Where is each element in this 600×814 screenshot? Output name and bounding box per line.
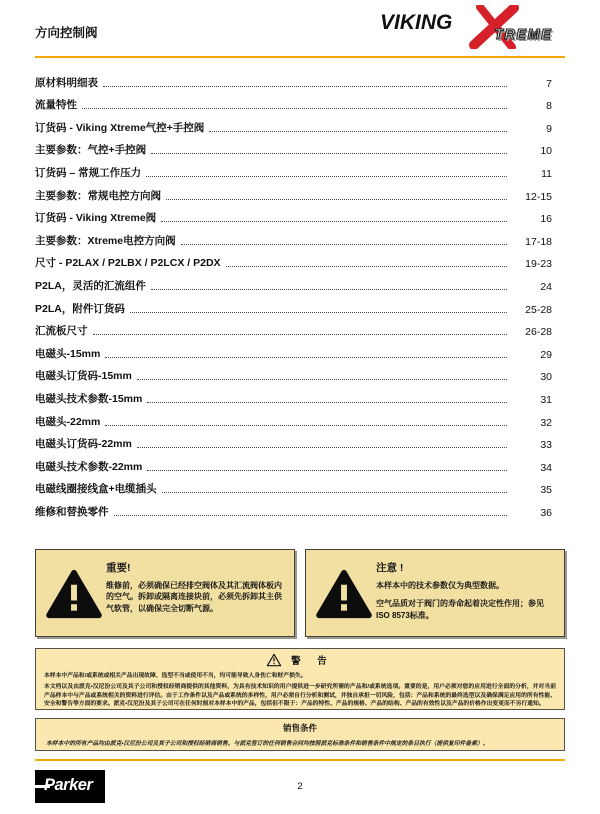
important-box-body: 维修前，必须确保已经排空阀体及其汇流阀体板内的空气。拆卸或隔离连接块前，必须先拆卸其主供气软管，以确保完全切断气源。 bbox=[106, 580, 282, 613]
toc-entry[interactable] bbox=[35, 183, 565, 206]
page-title: 方向控制阀 bbox=[35, 26, 98, 40]
toc-entry-label: 电磁线圈接线盒+电缆插头 bbox=[35, 483, 157, 496]
toc-entry-label: P2LA，灵活的汇流组件 bbox=[35, 279, 146, 292]
dotted-leader bbox=[105, 425, 507, 426]
toc-entry-label: 汇流板尺寸 bbox=[35, 325, 88, 338]
toc-entry-label: 电磁头-15mm bbox=[35, 347, 101, 360]
toc-entry-label: 尺寸 - P2LAX / P2LBX / P2LCX / P2DX bbox=[35, 257, 221, 270]
toc-entry[interactable] bbox=[35, 70, 565, 93]
important-box bbox=[35, 549, 295, 637]
toc-entry-page: 36 bbox=[540, 506, 552, 519]
toc-entry[interactable] bbox=[35, 296, 565, 319]
toc-entry-page: 9 bbox=[546, 122, 552, 135]
warning-box-title: 警 告 bbox=[291, 656, 334, 668]
warning-box-line1: 本样本中产品和/或系统或相关产品出现故障、选型不当或使用不当，均可能导致人身伤亡和财产损失。 bbox=[44, 672, 307, 679]
warning-box bbox=[35, 648, 565, 710]
toc-entry[interactable] bbox=[35, 319, 565, 342]
toc-entry-label: 原材料明细表 bbox=[35, 76, 98, 89]
toc-entry-page: 32 bbox=[540, 416, 552, 429]
dotted-leader bbox=[105, 357, 507, 358]
toc-entry-label: 电磁头技术参数-22mm bbox=[35, 460, 143, 473]
toc-entry-page: 35 bbox=[540, 484, 552, 497]
warning-box-paragraph: 本文档以及由派克•汉尼汾公司及其子公司和授权经销商提供的其他资料，为具有技术知识的用户提供进一步研究所需的产品和/或系统选项。重要的是，用户必须对您的应用进行全面的分析，并对当前产品样本中与产品或系统相关的资料进行评估。由于工作条件以及产品或系统的多样性，用户必须自行分析和测试，并独自承担一切风险，包括：产品和系统的最终选型以及确保满足应用的所有性能、安全和警告等方面的要求。派克•汉尼汾及其子公司可在任何时刻对本样本中的产品，包括但不限于：产品的特性、产品的规格、产品的结构、产品的有效性以及产品的价格作出变更而不另行通知。 bbox=[44, 683, 556, 708]
important-box-content bbox=[106, 558, 285, 630]
dotted-leader bbox=[181, 244, 507, 245]
warning-triangle-icon bbox=[312, 558, 376, 630]
dotted-leader bbox=[93, 334, 508, 335]
notice-box-title: 注意 ! bbox=[376, 561, 404, 574]
toc-entry-label: 流量特性 bbox=[35, 99, 77, 112]
toc-entry-page: 8 bbox=[546, 100, 552, 113]
dotted-leader bbox=[147, 470, 507, 471]
dotted-leader bbox=[151, 289, 507, 290]
page-footer bbox=[35, 768, 565, 810]
toc-entry-label: 订货码 - Viking Xtreme阀 bbox=[35, 212, 157, 225]
header-rule bbox=[35, 56, 565, 59]
toc-entry-page: 26-28 bbox=[525, 326, 552, 339]
logo-viking-text: VIKING bbox=[380, 11, 453, 34]
toc-entry[interactable] bbox=[35, 115, 565, 138]
toc-entry-label: 主要参数：气控+手控阀 bbox=[35, 144, 147, 157]
toc-entry[interactable] bbox=[35, 454, 565, 477]
logo-treme-text: TREME bbox=[494, 27, 553, 43]
toc-entry-page: 7 bbox=[546, 77, 552, 90]
important-box-title: 重要! bbox=[106, 561, 131, 574]
toc-entry[interactable] bbox=[35, 206, 565, 229]
toc-entry-label: 电磁头订货码-22mm bbox=[35, 438, 132, 451]
notice-box bbox=[305, 549, 565, 637]
page-header bbox=[0, 0, 600, 58]
dotted-leader bbox=[226, 266, 507, 267]
toc-entry-label: 电磁头技术参数-15mm bbox=[35, 392, 143, 405]
toc-entry[interactable] bbox=[35, 93, 565, 116]
viking-xtreme-logo bbox=[380, 5, 570, 49]
toc-entry[interactable] bbox=[35, 138, 565, 161]
toc-entry-page: 34 bbox=[540, 461, 552, 474]
dotted-leader bbox=[151, 153, 507, 154]
table-of-contents bbox=[35, 70, 565, 522]
page-number: 2 bbox=[297, 781, 303, 793]
dotted-leader bbox=[146, 176, 507, 177]
warning-triangle-icon bbox=[42, 558, 106, 630]
toc-entry-label: P2LA，附件订货码 bbox=[35, 302, 125, 315]
toc-entry-label: 电磁头订货码-15mm bbox=[35, 370, 132, 383]
toc-entry-page: 16 bbox=[540, 213, 552, 226]
toc-entry-page: 29 bbox=[540, 348, 552, 361]
toc-entry[interactable] bbox=[35, 160, 565, 183]
toc-entry-page: 25-28 bbox=[525, 303, 552, 316]
toc-entry-label: 主要参数：常规电控方向阀 bbox=[35, 189, 161, 202]
toc-entry[interactable] bbox=[35, 386, 565, 409]
notice-box-line1: 本样本中的技术参数仅为典型数据。 bbox=[376, 580, 504, 590]
dotted-leader bbox=[209, 131, 507, 132]
toc-entry-page: 33 bbox=[540, 439, 552, 452]
notice-box-line2: 空气品质对于阀门的寿命起着决定性作用；参见ISO 8573标准。 bbox=[376, 599, 544, 620]
dotted-leader bbox=[137, 379, 507, 380]
dotted-leader bbox=[82, 108, 507, 109]
dotted-leader bbox=[162, 492, 507, 493]
toc-entry[interactable] bbox=[35, 409, 565, 432]
toc-entry-page: 10 bbox=[540, 145, 552, 158]
dotted-leader bbox=[161, 221, 507, 222]
toc-entry-label: 主要参数：Xtreme电控方向阀 bbox=[35, 234, 176, 247]
alert-boxes bbox=[35, 549, 565, 637]
dotted-leader bbox=[103, 86, 507, 87]
toc-entry[interactable] bbox=[35, 364, 565, 387]
dotted-leader bbox=[166, 199, 507, 200]
toc-entry-page: 31 bbox=[540, 393, 552, 406]
toc-entry[interactable] bbox=[35, 341, 565, 364]
warning-triangle-outline-icon bbox=[266, 653, 282, 667]
toc-entry-label: 电磁头-22mm bbox=[35, 415, 101, 428]
toc-entry-label: 订货码 - Viking Xtreme气控+手控阀 bbox=[35, 121, 205, 134]
dotted-leader bbox=[114, 515, 508, 516]
footer-rule bbox=[35, 759, 565, 762]
sales-conditions-title: 销售条件 bbox=[282, 722, 317, 733]
dotted-leader bbox=[147, 402, 507, 403]
sales-conditions-box bbox=[35, 718, 565, 751]
toc-entry-page: 11 bbox=[541, 167, 552, 180]
toc-entry[interactable] bbox=[35, 432, 565, 455]
parker-logo-text: Parker bbox=[44, 776, 93, 795]
toc-entry[interactable] bbox=[35, 477, 565, 500]
warning-box-header bbox=[44, 652, 556, 669]
toc-entry[interactable] bbox=[35, 273, 565, 296]
notice-box-content bbox=[376, 558, 555, 630]
toc-entry-label: 订货码 – 常规工作压力 bbox=[35, 166, 142, 179]
toc-entry[interactable] bbox=[35, 251, 565, 274]
toc-entry-page: 24 bbox=[540, 280, 552, 293]
toc-entry-page: 17-18 bbox=[525, 235, 552, 248]
toc-entry[interactable] bbox=[35, 499, 565, 522]
toc-entry-page: 30 bbox=[540, 371, 552, 384]
dotted-leader bbox=[130, 312, 507, 313]
sales-conditions-body: 本样本中的所有产品均由派克•汉尼汾公司及其子公司和授权经销商销售。与派克签订的任何销售合同均按照派克标准条件和销售条件中规定的条目执行（提供复印件备索）。 bbox=[46, 740, 489, 747]
toc-entry-label: 维修和替换零件 bbox=[35, 505, 109, 518]
toc-entry-page: 12-15 bbox=[525, 190, 552, 203]
toc-entry[interactable] bbox=[35, 228, 565, 251]
dotted-leader bbox=[137, 447, 507, 448]
toc-entry-page: 19-23 bbox=[525, 258, 552, 271]
